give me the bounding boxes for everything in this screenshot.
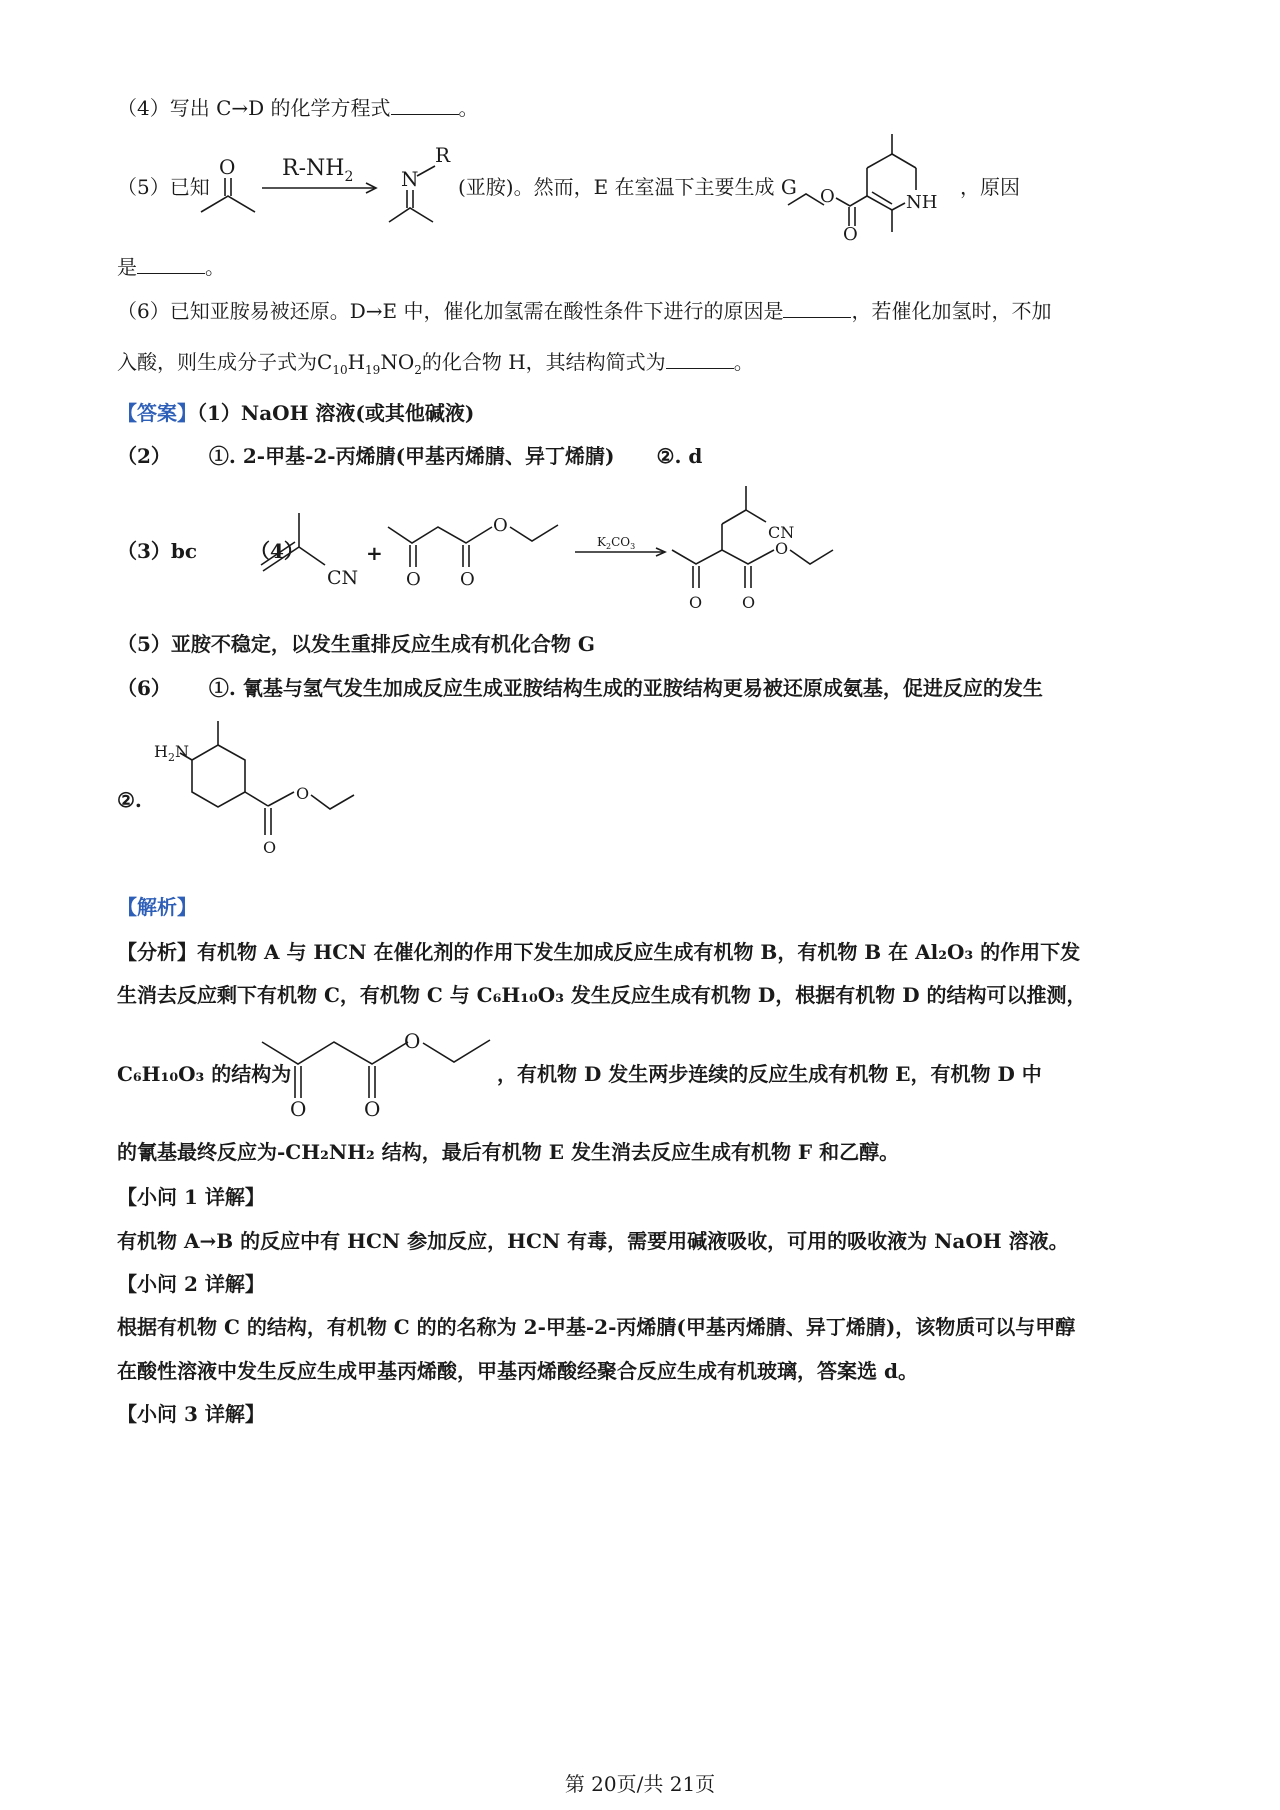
ethyl-acetoacetate-structure xyxy=(380,505,570,590)
answer-6-1: （6） ①. 氰基与氢气发生加成反应生成亚胺结构生成的亚胺结构更易被还原成氨基，促进反应的发生 xyxy=(117,676,1043,700)
q5-lead: （5）已知 xyxy=(117,175,210,199)
compound-g-structure xyxy=(788,128,968,246)
q4-blank[interactable] xyxy=(391,94,459,115)
atom-r: R xyxy=(435,143,451,167)
svg-text:O: O xyxy=(775,539,789,558)
svg-text:O: O xyxy=(820,186,835,207)
formula-c10h19no2: $C_{10}H_{19}NO_2$ xyxy=(317,350,422,377)
catalyst-k2co3: $K_2CO_3$ xyxy=(597,535,636,551)
h2n-group: $H_2N$ xyxy=(154,742,189,764)
svg-text:O: O xyxy=(404,1029,421,1053)
sub-2-line1: 根据有机物 C 的结构，有机物 C 的的名称为 2-甲基-2-丙烯腈(甲基丙烯腈、异丁烯腈)，该物质可以与甲醇 xyxy=(117,1315,1076,1339)
acetone-structure xyxy=(195,148,265,218)
q4-line xyxy=(117,94,479,122)
analysis-p1-l3b: ，有机物 D 发生两步连续的反应生成有机物 E，有机物 D 中 xyxy=(497,1062,1042,1086)
compound-h-structure xyxy=(150,715,390,875)
q6-blank-1[interactable] xyxy=(783,297,851,318)
cn-group: CN xyxy=(327,567,359,589)
sub-2-line2: 在酸性溶液中发生反应生成甲基丙烯酸，甲基丙烯酸经聚合反应生成有机玻璃，答案选 d。 xyxy=(117,1359,918,1383)
q6-blank-2[interactable] xyxy=(666,348,734,369)
svg-text:O: O xyxy=(296,784,310,803)
q5-reason-tail: ，原因 xyxy=(960,175,1020,199)
analysis-p1-l3a: C₆H₁₀O₃ 的结构为 xyxy=(117,1062,292,1086)
plus-sign: + xyxy=(366,541,383,565)
q4-text: （4）写出 C→D 的化学方程式 xyxy=(117,96,391,120)
svg-text:O: O xyxy=(290,1097,307,1121)
atom-n: N xyxy=(401,167,419,191)
c6h10o3-structure xyxy=(258,1026,503,1122)
svg-text:O: O xyxy=(689,593,703,612)
svg-text:R-NH2: $R-NH_2$ xyxy=(282,156,354,185)
answer-1: 【答案】（1）NaOH 溶液(或其他碱液) xyxy=(117,401,475,425)
answer-4-label: （4） xyxy=(250,539,304,563)
q5-blank[interactable] xyxy=(137,253,205,274)
svg-text:O: O xyxy=(263,838,277,857)
svg-text:O: O xyxy=(460,569,475,590)
analysis-p1-l2: 生消去反应剩下有机物 C，有机物 C 与 C₆H₁₀O₃ 发生反应生成有机物 D，根据有机物 D 的结构可以推测， xyxy=(117,983,1087,1007)
product-d-structure xyxy=(668,480,843,622)
svg-text:CN: CN xyxy=(768,523,795,542)
q6-line2: 入酸，则生成分子式为$C_{10}H_{19}NO_2$的化合物 H，其结构简式为 。 xyxy=(117,350,754,377)
answer-2: （2） ①. 2-甲基-2-丙烯腈(甲基丙烯腈、异丁烯腈) ②. d xyxy=(117,444,703,468)
answer-3: （3）bc xyxy=(117,539,198,563)
analysis-p1-l1: 【分析】有机物 A 与 HCN 在催化剂的作用下发生加成反应生成有机物 B，有机物 B 在 Al₂O₃ 的作用下发 xyxy=(117,940,1081,964)
q6-line1: （6）已知亚胺易被还原。D→E 中，催化加氢需在酸性条件下进行的原因是 ，若催化加氢时，不加 xyxy=(117,299,1052,323)
answer-5: （5）亚胺不稳定，以发生重排反应生成有机化合物 G xyxy=(117,632,595,656)
svg-text:O: O xyxy=(742,593,756,612)
reaction-arrow-rnh2 xyxy=(262,150,382,195)
reagent-rnh2: R-NH xyxy=(282,156,345,181)
q5-line2: 是 。 xyxy=(117,255,225,279)
svg-text:O: O xyxy=(843,224,858,245)
sub-3-title: 【小问 3 详解】 xyxy=(117,1402,265,1426)
page-footer: 第 20页/共 21页 xyxy=(564,1772,716,1796)
answer-6-2: ②. xyxy=(117,788,142,812)
atom-o: O xyxy=(219,155,236,179)
svg-text:O: O xyxy=(364,1097,381,1121)
imine-structure xyxy=(385,138,465,233)
analysis-tag: 【解析】 xyxy=(117,895,197,919)
k2co3-arrow xyxy=(575,530,670,560)
q4-end: 。 xyxy=(458,96,479,120)
analysis-p1-l4: 的氰基最终反应为-CH₂NH₂ 结构，最后有机物 E 发生消去反应生成有机物 F 和乙醇。 xyxy=(117,1140,900,1164)
methacrylonitrile-structure xyxy=(255,505,365,590)
q5-imine-label: (亚胺)。然而，E 在室温下主要生成 G xyxy=(458,175,797,199)
atom-nh: NH xyxy=(906,192,938,213)
sub-1-text: 有机物 A→B 的反应中有 HCN 参加反应，HCN 有毒，需要用碱液吸收，可用的吸收液为 NaOH 溶液。 xyxy=(117,1229,1069,1253)
sub-1-title: 【小问 1 详解】 xyxy=(117,1185,265,1209)
sub-2-title: 【小问 2 详解】 xyxy=(117,1272,265,1296)
svg-text:O: O xyxy=(406,569,421,590)
svg-text:O: O xyxy=(493,515,508,536)
